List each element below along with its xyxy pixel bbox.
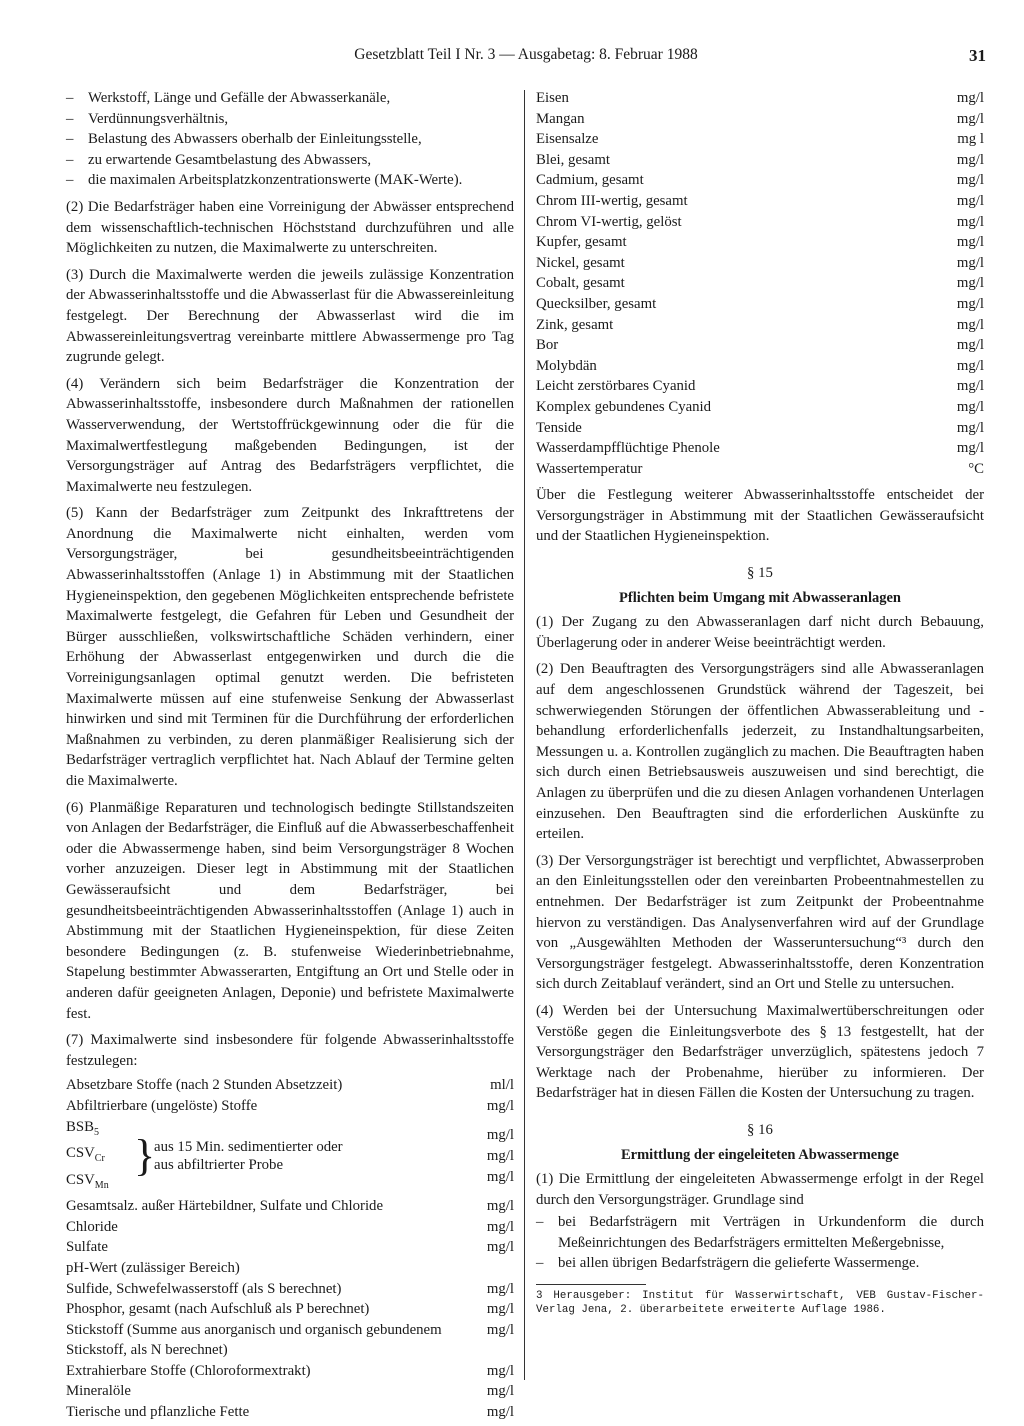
measure-list-a [66,1075,514,1116]
measure-row: Eisen mg/l [536,90,984,106]
left-column [66,88,514,1423]
measure-row: Phosphor, gesamt (nach Aufschluß als P berechnet) mg/l [66,1301,514,1318]
page-number: 31 [969,46,986,65]
paragraph: (3) Der Versorgungsträger ist berechtigt und verpflichtet, Abwasserproben an den Einleitungsstellen oder den vereinbarten Probeentnahmestellen zu entnehmen. Der Bedarfsträger ist zum Zeitpunkt der Probeentnahme hiervon zu verständigen. Das Analysenverfahren wird auf der Grundlage von „Ausgewählten Methoden der Wasseruntersuchung“³ durch den Versorgungsträger festgelegt. Abwasserinhaltsstoffe, deren Konzentration sich durch Zeitablauf verändert, sind an Ort und Stelle zu untersuchen. [536,852,984,993]
measure-row: Absetzbare Stoffe (nach 2 Stunden Absetzzeit) ml/l [66,1077,514,1094]
paragraph: Über die Festlegung weiterer Abwasserinhaltsstoffe entscheidet der Versorgungsträger in Abstimmung mit der Staatlichen Gewässeraufsicht und der Staatlichen Hygieneinspektion. [536,487,984,545]
measure-row: Zink, gesamt mg/l [536,316,984,333]
measure-row: Chloride mg/l [66,1218,514,1235]
measure-row: Nickel, gesamt mg/l [536,254,984,271]
paragraph: (1) Die Ermittlung der eingeleiteten Abwassermenge erfolgt in der Regel durch den Versorgungsträger. Grundlage sind [536,1171,984,1208]
measure-row: Sulfide, Schwefelwasserstoff (als S berechnet) mg/l [66,1280,514,1297]
group-label: $CSV_{Mn}$ [66,1171,109,1191]
measure-row: Leicht zerstörbares Cyanid mg/l [536,378,984,395]
measure-row: Wasserdampfflüchtige Phenole mg/l [536,440,984,457]
measure-row: Cadmium, gesamt mg/l [536,172,984,189]
measure-row: Extrahierbare Stoffe (Chloroformextrakt) mg/l [66,1362,514,1379]
list-item: – Belastung des Abwassers oberhalb der Einleitungsstelle, [66,131,422,148]
column-divider [524,90,525,1380]
section-title: Ermittlung der eingeleiteten Abwassermenge [620,1146,899,1163]
measure-row: Quecksilber, gesamt mg/l [536,295,984,312]
right-column [536,88,984,1317]
brace-icon: } [134,1131,156,1181]
section-number: § 15 [747,565,773,582]
list-item: – zu erwartende Gesamtbelastung des Abwassers, [66,151,372,168]
paragraph: (1) Der Zugang zu den Abwasseranlagen darf nicht durch Bebauung, Überlagerung oder in anderer Weise beeinträchtigt werden. [536,614,984,651]
measure-row: Molybdän mg/l [536,357,984,374]
paragraph: (7) Maximalwerte sind insbesondere für folgende Abwasserinhaltsstoffe festzulegen: [66,1032,514,1069]
measure-list-b [66,1196,514,1423]
measure-row: Sulfate mg/l [66,1239,514,1256]
paragraph: (6) Planmäßige Reparaturen und technologisch bedingte Stillstandszeiten von Anlagen der Bedarfsträger, die Einfluß auf die Abwasserbeschaffenheit oder die Abwassermenge haben, sind beim Versorgungsträger 8 Wochen vorher anzuzeigen. Dieser legt in Abstimmung mit der Staatlichen Gewässeraufsicht und dem Bedarfsträger, bei gesundheitsbeeinträchtigenden Abwasserinhaltsstoffen (Anlage 1) auch in Abstimmung mit der Staatlichen Hygieneinspektion, für diese Zeiten besondere Bedingungen (z. B. stufenweise Wiederinbetriebnahme, Stapelung bestimmter Abwasserarten, Entgiftung an Ort und Stelle oder in anderen dafür geeigneten Anlagen, Deponie) und befristete Maximalwerte fest. [66,799,514,1022]
measure-row: Gesamtsalz. außer Härtebildner, Sulfate und Chloride mg/l [66,1198,514,1215]
paragraph: (2) Den Beauftragten des Versorgungsträgers sind alle Abwasseranlagen auf dem angeschlossenen Grundstück während der Tageszeit, bei schwerwiegenden Störungen der öffentlichen Abwasserableitung und -behandlung erforderlichenfalls jederzeit, zu Instandhaltungsarbeiten, Messungen u. a. Kontrollen zugänglich zu machen. Die Beauftragten haben sich durch einen Betriebsausweis auszuweisen und sind berechtigt, die Anlagen zu überprüfen und die zu diesen Anlagen vorhandenen Unterlagen einzusehen. Den Beauftragten sind die erforderlichen Auskünfte zu erteilen. [536,661,984,843]
measure-row: Tenside mg/l [536,419,984,436]
running-title: Gesetzblatt Teil I Nr. 3 — Ausgabetag: 8. Februar 1988 [354,46,698,63]
group-text: aus 15 Min. sedimentierter oder [154,1139,343,1156]
measure-row: Kupfer, gesamt mg/l [536,234,984,251]
footnote-rule [536,1284,646,1285]
measure-row: Tierische und pflanzliche Fette mg/l [66,1404,514,1421]
paragraph: (5) Kann der Bedarfsträger zum Zeitpunkt des Inkrafttretens der Anordnung die Maximalwerte nicht einhalten, werden vom Versorgungsträger, bei gesundheitsbeeinträchtigenden Abwasserinhaltsstoffen (Anlage 1) in Abstimmung mit der Staatlichen Hygieneinspektion, den gegebenen Möglichkeiten entsprechende befristete Maximalwerte festgelegt, die Gefahren für Leben und Gesundheit der Bürger ausschließen, volkswirtschaftliche Schäden verhindern, einer Erhöhung der Abwasserlast entgegenwirken und durch die die Vorreinigungsanlagen optimal genutzt werden. Die befristeten Maximalwerte müssen auf eine stufenweise Senkung der Abwasserlast hinwirken und sind mit Terminen für die Durchführung der erforderlichen Maßnahmen zu verbinden, zu deren planmäßiger Realisierung sich der Bedarfsträger vertraglich verpflichtet hat. Nach Ablauf der Termine gelten die Maximalwerte. [66,505,514,789]
measure-row: Wassertemperatur °C [536,460,984,477]
measure-row: Komplex gebundenes Cyanid mg/l [536,398,984,415]
measure-row: Chrom III-wertig, gesamt mg/l [536,192,984,209]
measure-row: Mineralöle mg/l [66,1383,514,1400]
measure-row: Abfiltrierbare (ungelöste) Stoffe mg/l [66,1097,514,1114]
group-unit: mg/l [486,1168,514,1185]
measure-list-c [536,88,984,479]
measure-row: Bor mg/l [536,337,984,354]
group-unit: mg/l [486,1127,514,1144]
measure-row: Chrom VI-wertig, gelöst mg/l [536,213,984,230]
list-item: – bei allen übrigen Bedarfsträgern die gelieferte Wassermenge. [536,1255,920,1272]
paragraph: (4) Verändern sich beim Bedarfsträger die Konzentration der Abwasserinhaltsstoffe, insbesondere durch Maßnahmen der rationellen Wasserverwendung, der Wertstoffrückgewinnung oder die für die Maximalwertfestlegung maßgebenden Bedingungen, ist der Versorgungsträger auf Antrag des Bedarfsträgers verpflichtet, die Maximalwerte neu festzulegen. [66,375,514,495]
list-item: – Werkstoff, Länge und Gefälle der Abwasserkanäle, [66,90,391,106]
measure-row: Mangan mg/l [536,110,984,127]
section-title: Pflichten beim Umgang mit Abwasseranlagen [619,589,901,606]
section-number: § 16 [747,1121,773,1138]
oxygen-demand-group [66,1117,514,1197]
group-label: $CSV_{Cr}$ [66,1145,105,1164]
group-unit: mg/l [486,1148,514,1165]
paragraph: (3) Durch die Maximalwerte werden die jeweils zulässige Konzentration der Abwasserinhaltsstoffe und die Abwasserlast für die Abwassereinleitung festgelegt. Der Berechnung der Abwasserlast wird die im Abwassereinleitungsvertrag vereinbarte mittlere Abwassermenge pro Tag zugrunde gelegt. [66,266,514,366]
measure-row: Cobalt, gesamt mg/l [536,275,984,292]
measure-row: Eisensalze mg l [536,131,984,148]
measure-row: Blei, gesamt mg/l [536,151,984,168]
footnote: 3 Herausgeber: Institut für Wasserwirtschaft, VEB Gustav-Fischer-Verlag Jena, 2. überarbeitete erweiterte Auflage 1986. [536,1290,984,1317]
list-item: – Verdünnungsverhältnis, [66,110,229,127]
list-item: – bei Bedarfsträgern mit Verträgen in Urkundenform die durch Meßeinrichtungen des Bedarfsträgers ermittelten Meßergebnisse, [536,1214,984,1251]
measure-row: pH-Wert (zulässiger Bereich) [66,1259,240,1276]
group-label: $BSB_5$ [66,1118,99,1138]
page-header [66,46,986,70]
paragraph: (2) Die Bedarfsträger haben eine Vorreinigung der Abwässer entsprechend dem wissenschaftlich-technischen Höchststand durchzuführen und alle Möglichkeiten zu nutzen, die Maximalwerte zu unterschreiten. [66,198,514,257]
dash-list [66,88,514,191]
measure-row: Stickstoff (Summe aus anorganisch und organisch gebundenem Stickstoff, als N berechnet) mg/l [66,1321,514,1359]
list-item: – die maximalen Arbeitsplatzkonzentrationswerte (MAK-Werte). [66,172,463,189]
paragraph: (4) Werden bei der Untersuchung Maximalwertüberschreitungen oder Verstöße gegen die Einleitungsverbote des § 13 festgestellt, hat der Versorgungsträger den Bedarfsträger unverzüglich, spätestens jedoch 7 Werktage nach der Probenahme, hierüber zu informieren. Der Bedarfsträger hat in diesen Fällen die Kosten der Untersuchung zu tragen. [536,1002,984,1102]
group-text: aus abfiltrierter Probe [154,1157,284,1174]
